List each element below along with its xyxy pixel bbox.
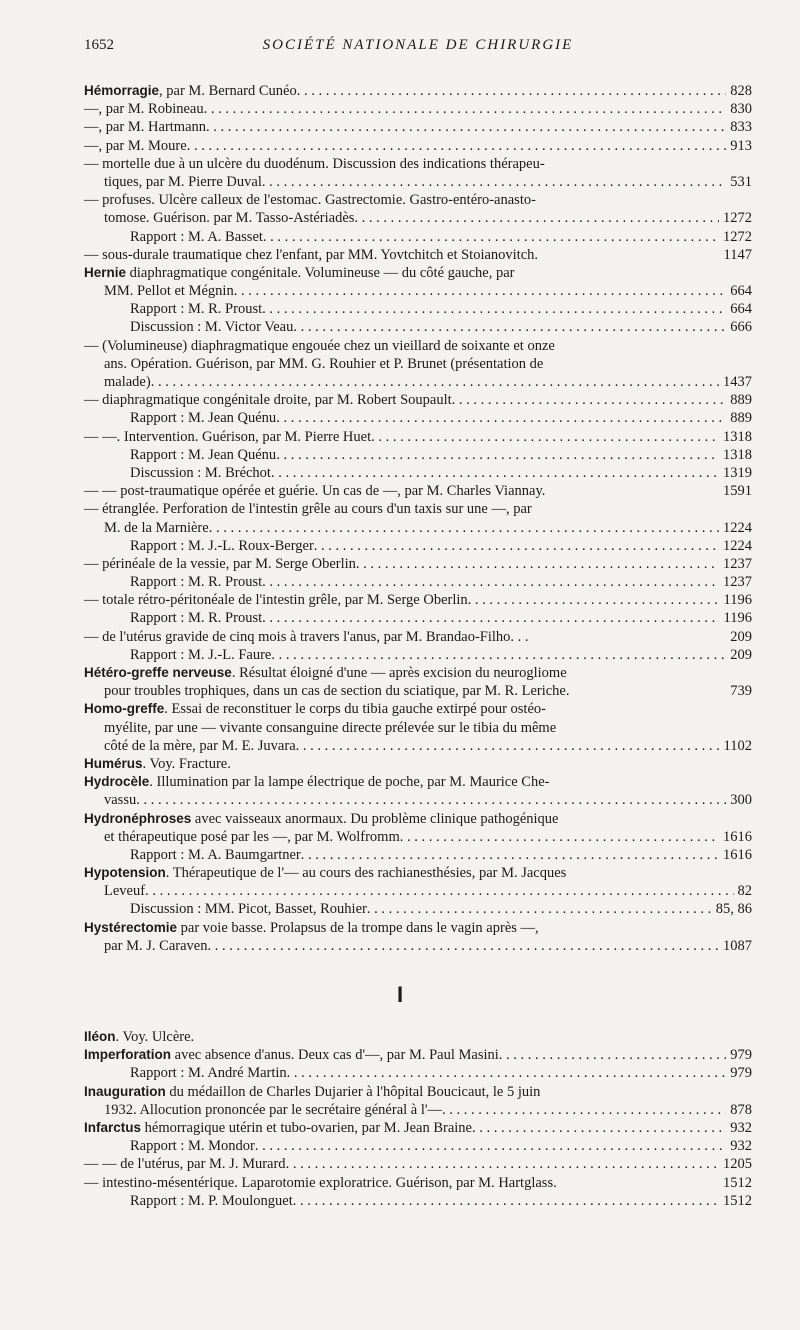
leader-dots: [452, 391, 727, 409]
entry-body: . Résultat éloigné d'une — après excision du neurogliome: [231, 665, 567, 681]
entry-heading: Iléon: [84, 1029, 116, 1044]
entry-heading: Hydrocèle: [84, 774, 150, 790]
index-entry-line: [84, 228, 752, 246]
leader-dots: [234, 282, 727, 300]
entry-body: — diaphragmatique congénitale droite, par M. Robert Soupault: [84, 392, 452, 409]
leader-dots: [468, 591, 720, 609]
entry-text: [104, 355, 543, 373]
index-entry-line: [84, 409, 752, 427]
page-reference: 1591: [723, 483, 752, 500]
leader-dots: [276, 409, 726, 427]
entry-text: [84, 191, 536, 209]
leader-dots: [367, 900, 712, 918]
page-reference: 739: [730, 683, 752, 700]
entry-text: [130, 1137, 255, 1155]
entry-text: [130, 300, 262, 318]
entry-text: [130, 464, 271, 482]
entry-body: — —. Intervention. Guérison, par M. Pierre Huet: [84, 428, 372, 445]
entry-text: [104, 209, 354, 227]
index-entry-line: [84, 573, 752, 591]
leader-dots: [442, 1101, 726, 1119]
entry-body: par voie basse. Prolapsus de la trompe dans le vagin après —,: [177, 919, 539, 936]
page-reference: 664: [730, 301, 752, 318]
leader-dots: [262, 609, 719, 627]
leader-dots: [472, 1119, 726, 1137]
entry-text: [84, 628, 529, 646]
index-entry-line: [84, 537, 752, 555]
page-reference: 1224: [723, 519, 752, 536]
entry-text: [130, 446, 276, 464]
index-entry-line: [84, 482, 752, 500]
entry-body: — étranglée. Perforation de l'intestin grêle au cours d'un taxis sur une —, par: [84, 501, 532, 518]
page-reference: 979: [730, 1047, 752, 1064]
entry-body: —, par M. Hartmann: [84, 119, 207, 136]
entry-text: [84, 1174, 557, 1192]
entry-body: Rapport : M. R. Proust: [130, 610, 263, 627]
index-entry-line: [84, 1046, 752, 1064]
leader-dots: [209, 519, 719, 537]
index-entry-line: [84, 555, 752, 573]
entry-heading: Infarctus: [84, 1119, 142, 1135]
index-entry-line: [84, 191, 752, 209]
page-reference: 830: [730, 101, 752, 118]
leader-dots: [204, 100, 727, 118]
entry-heading: Hernie: [84, 264, 127, 280]
index-entry-line: [84, 937, 752, 955]
entry-body: ans. Opération. Guérison, par MM. G. Rouhier et P. Brunet (présentation de: [104, 355, 544, 372]
entry-body: et thérapeutique posé par les —, par M. Wolfromm: [104, 828, 400, 845]
index-entry-line: [84, 519, 752, 537]
entry-body: Rapport : M. Jean Quénu: [130, 446, 277, 463]
entry-text: [84, 118, 206, 136]
index-entry-line: [84, 264, 752, 282]
entry-heading: Hystérectomie: [84, 919, 178, 935]
entry-text: [84, 1028, 194, 1046]
page-reference: 82: [737, 883, 752, 900]
index-entry-line: [84, 609, 752, 627]
entry-body: avec absence d'anus. Deux cas d'—, par M. Paul Masini: [171, 1047, 499, 1064]
index-entry-line: [84, 1192, 752, 1210]
entry-text: [130, 318, 293, 336]
entry-body: — profuses. Ulcère calleux de l'estomac. Gastrectomie. Gastro-entéro-anasto-: [84, 192, 536, 209]
index-entry-line: [84, 282, 752, 300]
leader-dots: [145, 882, 733, 900]
index-section-h: [84, 82, 752, 955]
index-entry-line: [84, 318, 752, 336]
entry-text: [104, 519, 209, 537]
index-entry-line: [84, 464, 752, 482]
entry-body: côté de la mère, par M. E. Juvara: [104, 737, 296, 754]
page-reference: 913: [730, 137, 752, 154]
entry-text: [130, 409, 276, 427]
entry-body: tiques, par M. Pierre Duval: [104, 173, 262, 190]
leader-dots: [293, 1192, 719, 1210]
index-entry-line: [84, 118, 752, 136]
index-entry-line: [84, 791, 752, 809]
entry-body: —, par M. Moure: [84, 137, 187, 154]
entry-text: [84, 773, 550, 791]
page-reference: 1237: [723, 555, 752, 572]
leader-dots: [354, 209, 719, 227]
index-entry-line: [84, 882, 752, 900]
entry-body: M. de la Marnière: [104, 519, 209, 536]
entry-body: . Essai de reconstituer le corps du tibia gauche extirpé pour ostéo-: [164, 701, 546, 718]
leader-dots: [136, 791, 726, 809]
entry-body: , par M. Bernard Cunéo: [159, 83, 297, 99]
entry-text: [84, 919, 539, 937]
entry-body: du médaillon de Charles Dujarier à l'hôpital Boucicaut, le 5 juin: [165, 1083, 541, 1100]
entry-text: [84, 591, 468, 609]
entry-body: malade): [104, 374, 151, 390]
page-reference: 1512: [723, 1192, 752, 1209]
leader-dots: [371, 428, 719, 446]
leader-dots: [255, 1137, 726, 1155]
index-entry-line: [84, 446, 752, 464]
page-reference: 1224: [723, 537, 752, 554]
entry-text: [104, 937, 207, 955]
entry-text: [104, 282, 234, 300]
page-reference: 531: [730, 173, 752, 190]
leader-dots: [293, 318, 726, 336]
page-reference: 979: [730, 1065, 752, 1082]
entry-text: [84, 755, 231, 773]
index-entry-line: [84, 428, 752, 446]
leader-dots: [400, 828, 719, 846]
index-entry-line: [84, 719, 752, 737]
entry-text: [104, 882, 145, 900]
entry-body: Leveuf: [104, 883, 146, 900]
entry-body: — mortelle due à un ulcère du duodénum. Discussion des indications thérapeu-: [84, 155, 545, 172]
entry-text: [84, 137, 187, 155]
index-entry-line: [84, 864, 752, 882]
page-reference: 878: [730, 1101, 752, 1118]
leader-dots: [207, 937, 719, 955]
entry-body: . Illumination par la lampe électrique de poche, par M. Maurice Che-: [149, 774, 550, 791]
index-entry-line: [84, 100, 752, 118]
running-title: SOCIÉTÉ NATIONALE DE CHIRURGIE: [262, 37, 574, 53]
index-entry-line: [84, 700, 752, 718]
entry-body: par M. J. Caraven: [104, 937, 208, 954]
index-entry-line: [84, 1174, 752, 1192]
entry-body: Rapport : M. André Martin: [130, 1065, 287, 1082]
index-entry-line: [84, 810, 752, 828]
index-entry-line: [84, 773, 752, 791]
index-entry-line: [84, 337, 752, 355]
page-reference: 1318: [723, 446, 752, 463]
entry-text: [84, 264, 514, 282]
leader-dots: [262, 300, 726, 318]
entry-text: [104, 828, 400, 846]
entry-text: [104, 373, 151, 391]
index-entry-line: [84, 900, 752, 918]
entry-body: Rapport : M. J.-L. Faure: [130, 646, 272, 663]
entry-text: [84, 428, 371, 446]
leader-dots: [271, 464, 719, 482]
page-reference: 209: [730, 646, 752, 663]
page-reference: 300: [730, 792, 752, 809]
leader-dots: [271, 646, 726, 664]
page-reference: 664: [730, 283, 752, 300]
page-reference: 889: [730, 392, 752, 409]
page-reference: 932: [730, 1138, 752, 1155]
entry-text: [84, 810, 559, 828]
index-entry-line: [84, 500, 752, 518]
leader-dots: [296, 737, 720, 755]
index-entry-line: [84, 919, 752, 937]
entry-body: Rapport : M. R. Proust: [130, 301, 263, 318]
entry-text: [84, 155, 545, 173]
entry-text: [84, 482, 545, 500]
index-entry-line: [84, 1101, 752, 1119]
entry-text: [130, 900, 367, 918]
entry-text: [84, 1155, 286, 1173]
page-reference: 666: [730, 319, 752, 336]
index-section-i: [84, 1028, 752, 1210]
entry-body: Rapport : M. Jean Quénu: [130, 410, 277, 427]
entry-text: [104, 1101, 442, 1119]
leader-dots: [276, 446, 719, 464]
entry-body: — de l'utérus gravide de cinq mois à travers l'anus, par M. Brandao-Filho. . .: [84, 628, 529, 645]
entry-body: MM. Pellot et Mégnin: [104, 283, 234, 300]
entry-body: pour troubles trophiques, dans un cas de section du sciatique, par M. R. Leriche.: [104, 683, 570, 700]
leader-dots: [499, 1046, 726, 1064]
entry-body: vassu: [104, 792, 137, 809]
page-reference: 1318: [723, 428, 752, 445]
entry-body: Rapport : M. A. Basset: [130, 228, 263, 245]
leader-dots: [287, 1064, 727, 1082]
entry-body: 1932. Allocution prononcée par le secrétaire général à l'—: [104, 1101, 442, 1118]
leader-dots: [314, 537, 719, 555]
entry-body: Discussion : M. Victor Veau: [130, 319, 294, 336]
entry-body: Rapport : M. R. Proust: [130, 574, 263, 591]
entry-text: [104, 719, 556, 737]
index-entry-line: [84, 373, 752, 391]
entry-text: [84, 1083, 540, 1101]
index-entry-line: [84, 664, 752, 682]
page-reference: 1616: [723, 828, 752, 845]
entry-text: [130, 228, 263, 246]
entry-body: — intestino-mésentérique. Laparotomie exploratrice. Guérison, par M. Hartglass.: [84, 1174, 557, 1191]
entry-heading: Imperforation: [84, 1047, 172, 1063]
index-entry-line: [84, 355, 752, 373]
entry-text: [130, 1192, 293, 1210]
entry-text: [104, 791, 136, 809]
entry-text: [84, 864, 566, 882]
page-reference: 833: [730, 119, 752, 136]
entry-body: . Voy. Fracture.: [142, 755, 231, 772]
index-entry-line: [84, 682, 752, 700]
index-entry-line: [84, 1137, 752, 1155]
entry-body: — périnéale de la vessie, par M. Serge Oberlin: [84, 555, 356, 572]
index-entry-line: [84, 209, 752, 227]
index-entry-line: [84, 646, 752, 664]
entry-text: [84, 337, 555, 355]
leader-dots: [286, 1155, 719, 1173]
index-entry-line: [84, 155, 752, 173]
entry-text: [130, 573, 262, 591]
entry-text: [130, 609, 262, 627]
page-reference: 1272: [723, 210, 752, 227]
index-entry-line: [84, 137, 752, 155]
entry-text: [130, 1064, 287, 1082]
entry-body: —, par M. Robineau: [84, 101, 204, 118]
entry-text: [84, 700, 546, 718]
entry-body: — — post-traumatique opérée et guérie. Un cas de —, par M. Charles Viannay.: [84, 483, 546, 500]
entry-body: Discussion : MM. Picot, Basset, Rouhier: [130, 901, 367, 918]
index-entry-line: [84, 628, 752, 646]
entry-heading: Hydronéphroses: [84, 810, 192, 826]
leader-dots: [263, 228, 719, 246]
index-entry-line: [84, 846, 752, 864]
entry-body: — (Volumineuse) diaphragmatique engouée chez un vieillard de soixante et onze: [84, 337, 555, 354]
index-entry-line: [84, 1155, 752, 1173]
entry-text: [84, 100, 204, 118]
leader-dots: [297, 82, 727, 100]
page-reference: 1512: [723, 1174, 752, 1191]
entry-body: . Voy. Ulcère.: [115, 1029, 195, 1045]
entry-heading: Humérus: [84, 755, 143, 771]
page-reference: 1196: [723, 592, 752, 609]
entry-heading: Hémorragie: [84, 83, 160, 98]
entry-body: . Thérapeutique de l'— au cours des rachianesthésies, par M. Jacques: [165, 865, 567, 882]
page-number: 1652: [84, 37, 114, 53]
page-reference: 1437: [723, 374, 752, 390]
page-reference: 1616: [723, 846, 752, 863]
page-reference: 1272: [723, 228, 752, 245]
page-reference: 1237: [723, 574, 752, 591]
entry-text: [130, 646, 271, 664]
entry-heading: Hétéro-greffe nerveuse: [84, 665, 232, 680]
leader-dots: [301, 846, 719, 864]
entry-text: [84, 1119, 472, 1137]
entry-text: [84, 555, 356, 573]
leader-dots: [187, 137, 727, 155]
entry-body: Rapport : M. A. Baumgartner: [130, 846, 301, 863]
entry-body: — totale rétro-péritonéale de l'intestin grêle, par M. Serge Oberlin: [84, 592, 468, 609]
index-entry-line: [84, 246, 752, 264]
index-entry-line: [84, 755, 752, 773]
page-reference: 1205: [723, 1156, 752, 1173]
entry-body: Rapport : M. P. Moulonguet: [130, 1192, 293, 1209]
entry-text: [84, 391, 452, 409]
page-reference: 1196: [723, 610, 752, 627]
page-header: [84, 37, 752, 57]
index-entry-line: [84, 1064, 752, 1082]
page-reference: 1147: [723, 246, 752, 263]
entry-body: avec vaisseaux anormaux. Du problème clinique pathogénique: [191, 810, 559, 827]
index-entry-line: [84, 82, 752, 100]
index-entry-line: [84, 591, 752, 609]
entry-heading: Inauguration: [84, 1083, 166, 1099]
page-reference: 85, 86: [715, 901, 752, 918]
index-entry-line: [84, 173, 752, 191]
index-entry-line: [84, 828, 752, 846]
entry-text: [84, 664, 567, 682]
entry-body: — sous-durale traumatique chez l'enfant, par MM. Yovtchitch et Stoianovitch.: [84, 246, 539, 263]
page-reference: 1319: [723, 464, 752, 481]
index-entry-line: [84, 737, 752, 755]
entry-text: [84, 82, 297, 100]
entry-body: Rapport : M. Mondor: [130, 1138, 255, 1155]
entry-text: [84, 246, 538, 264]
entry-heading: Homo-greffe: [84, 701, 165, 717]
page-reference: 1087: [723, 937, 752, 954]
entry-body: hémorragique utérin et tubo-ovarien, par M. Jean Braine: [141, 1119, 472, 1136]
leader-dots: [151, 373, 719, 391]
index-entry-line: [84, 1119, 752, 1137]
leader-dots: [262, 573, 719, 591]
page-reference: 209: [730, 628, 752, 645]
entry-text: [130, 846, 301, 864]
entry-body: Rapport : M. J.-L. Roux-Berger: [130, 537, 314, 554]
entry-body: — — de l'utérus, par M. J. Murard: [84, 1156, 286, 1173]
leader-dots: [262, 173, 726, 191]
entry-text: [84, 500, 532, 518]
entry-text: [104, 173, 262, 191]
index-entry-line: [84, 1028, 752, 1046]
index-entry-line: [84, 1083, 752, 1101]
entry-body: tomose. Guérison. par M. Tasso-Astériadès: [104, 210, 355, 227]
entry-text: [84, 1046, 499, 1064]
entry-body: diaphragmatique congénitale. Volumineuse — du côté gauche, par: [126, 264, 515, 281]
section-letter: I: [396, 982, 404, 1007]
page-reference: 932: [730, 1119, 752, 1136]
entry-body: Discussion : M. Bréchot: [130, 464, 271, 481]
entry-heading: Hypotension: [84, 865, 166, 881]
leader-dots: [356, 555, 719, 573]
entry-text: [104, 682, 570, 700]
entry-body: myélite, par une — vivante consanguine directe prélevée sur le tibia du même: [104, 719, 557, 736]
entry-text: [104, 737, 296, 755]
index-entry-line: [84, 391, 752, 409]
index-entry-line: [84, 300, 752, 318]
page-reference: 828: [730, 83, 752, 99]
entry-text: [130, 537, 314, 555]
leader-dots: [206, 118, 726, 136]
page-reference: 889: [730, 410, 752, 427]
page-reference: 1102: [723, 737, 752, 754]
